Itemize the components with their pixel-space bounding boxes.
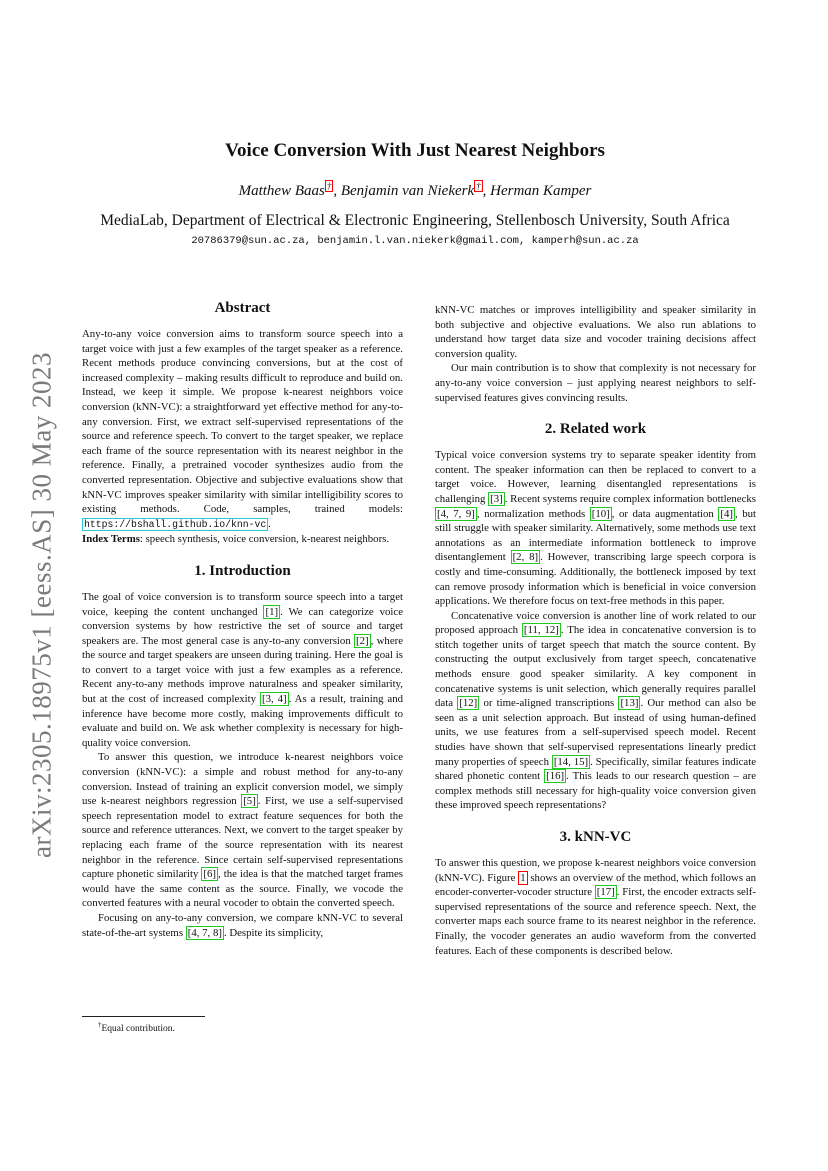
index-terms: : speech synthesis, voice conversion, k-nearest neighbors. xyxy=(139,533,390,546)
arxiv-sidebar xyxy=(22,345,62,865)
paper-header xyxy=(75,138,755,249)
related-work-heading: 2. Related work xyxy=(544,421,647,438)
citation-link[interactable]: [2] xyxy=(356,634,369,647)
related-paragraph-2: Concatenative voice conversion is another line of work related to our proposed approach [11, 12] . The idea in concatenative conversion is to stitch together units of target speech that match the source content. By constructing the output exclusively from target speech, concatenative methods ensure good speaker similarity. A key component in concatenative systems is unit selection, which generally requires parallel data [12] or time-aligned transcriptions [13] . Our method can also be seen as a unit selection approach. But instead of using human-defined units, we use features from a self-supervised speech model. Recent studies have shown that self-supervised representations linearly predict many properties of speech [14, 15] . Specifically, similar features indicate shared phonetic content [16] . This leads to our research question – are complex methods still necessary for high-quality voice conversion given these improved speech representations? xyxy=(435,609,757,812)
citation-link[interactable]: [4, 7, 8] xyxy=(187,926,222,939)
author-list: Matthew Baas † , Benjamin van Niekerk † , Herman Kamper xyxy=(238,181,592,199)
citation-link[interactable]: [13] xyxy=(620,697,639,710)
left-column xyxy=(82,298,403,940)
citation-link[interactable]: [3] xyxy=(490,492,503,505)
citation-link[interactable]: [5] xyxy=(243,795,256,808)
project-url-link[interactable]: https://bshall.github.io/knn-vc xyxy=(84,518,267,530)
citation-link[interactable]: [17] xyxy=(596,886,615,899)
author-van-niekerk: Benjamin van Niekerk xyxy=(340,183,475,199)
footnote-link-dagger[interactable]: † xyxy=(476,181,481,191)
citation-link[interactable]: [2, 8] xyxy=(512,551,539,564)
author-emails: 20786379@sun.ac.za, benjamin.l.van.niekerk@gmail.com, kamperh@sun.ac.za xyxy=(191,235,639,247)
footnote xyxy=(82,1016,403,1034)
citation-link[interactable]: [6] xyxy=(203,868,216,881)
citation-link[interactable]: [12] xyxy=(459,697,478,710)
author-baas: Matthew Baas xyxy=(238,183,325,199)
index-terms-label: Index Terms xyxy=(82,533,140,546)
knn-vc-paragraph-1: To answer this question, we propose k-nearest neighbors voice conversion (kNN-VC). Figure 1 shows an overview of the method, which follows an encoder-converter-vocoder structure [17] . First, the encoder extracts self-supervised representations of the source and reference speech. Next, the converter maps each source frame to its nearest neighbor in the reference. Finally, the vocoder generates an audio waveform from the converted features. Each of these components is described below. xyxy=(435,857,756,957)
introduction-heading: 1. Introduction xyxy=(194,562,291,579)
citation-link[interactable]: [10] xyxy=(591,507,610,520)
intro-paragraph-5: Our main contribution is to show that complexity is not necessary for any-to-any voice conversion – just applying nearest neighbors to self-supervised features gives convincing results. xyxy=(435,362,756,404)
footnote-mark: † xyxy=(98,1021,102,1029)
citation-link[interactable]: [4, 7, 9] xyxy=(437,507,475,520)
footnote-rule xyxy=(82,1016,205,1017)
related-paragraph-1: Typical voice conversion systems try to separate speaker identity from content. The speaker information can then be replaced to convert to a target voice. However, learning disentangled representations is challenging [3] . Recent systems require complex information bottlenecks [4, 7, 9] , normalization methods [10] , or data augmentation [4] , but still struggle with speaker similarity. Alternatively, some methods use text annotations as an intermediate information bottleneck to improve disentanglement [2, 8] . However, transcribing large speech corpora is costly and time-consuming. Additionally, the bottleneck imposed by text can remove prosody information which is beneficial in voice conversion applications. We therefore focus on text-free methods in this paper. xyxy=(435,449,756,608)
citation-link[interactable]: [11, 12] xyxy=(523,624,559,637)
citation-link[interactable]: [3, 4] xyxy=(262,693,287,706)
intro-paragraph-2: To answer this question, we introduce k-nearest neighbors voice conversion (kNN-VC): a simple and robust method for any-to-any conversion. Instead of training an explicit conversion model, we simply use k-nearest neighbors regression [5] . First, we use a self-supervised speech representation model to extract feature sequences for both the source and reference utterances. Next, we convert to the target speaker by replacing each frame of the source representation with its nearest neighbor in the reference. Since certain self-supervised representations capture phonetic similarity [6] , the idea is that the matched target frames would have the same content as the source. Finally, we vocode the converted features with a neural vocoder to obtain the converted speech. xyxy=(82,751,403,910)
footnote-link-dagger[interactable]: † xyxy=(326,181,332,191)
arxiv-identifier: arXiv:2305.18975v1 [eess.AS] 30 May 2023 xyxy=(26,352,57,858)
figure-link[interactable]: 1 xyxy=(520,871,526,884)
knn-vc-heading: 3. kNN-VC xyxy=(559,829,632,845)
citation-link[interactable]: [4] xyxy=(720,507,733,520)
intro-paragraph-4: kNN-VC matches or improves intelligibility and speaker similarity in both subjective and objective evaluations. We also run ablations to understand how target data size and vocoder training decisions affect conversion quality. xyxy=(435,304,756,360)
author-kamper: Herman Kamper xyxy=(490,183,592,199)
intro-paragraph-1: The goal of voice conversion is to transform source speech into a target voice, keeping the content unchanged [1] . We can categorize voice conversion systems by how restrictive the set of source and target speakers are. The most general case is any-to-any conversion [2] , where the source and target speakers are unseen during training. Here the goal is to convert to a target voice with just a few examples as a reference. Recent any-to-any methods improve naturalness and speaker similarity, but at the cost of increased complexity [3, 4] . As a result, training and inference have become more costly, making improvements difficult to evaluate and build on. We ask whether complexity is necessary for high-quality voice conversion. xyxy=(82,590,404,749)
abstract-text: Any-to-any voice conversion aims to transform source speech into a target voice with just a few examples of the target speaker as a reference. Recent methods produce convincing conversions, but at the cost of increased complexity – making results difficult to reproduce and build on. Instead, we keep it simple. We propose k-nearest neighbors voice conversion (kNN-VC): a straightforward yet effective method for any-to-any conversion. First, we extract self-supervised representations of the source and reference speech. To convert to the target speaker, we replace each frame of the source representation with its nearest neighbor in the reference. Finally, a pretrained vocoder synthesizes audio from the converted representation. Objective and subjective evaluations show that kNN-VC improves speaker similarity with similar intelligibility scores to existing methods. Code, samples, trained models: https://bshall.github.io/knn-vc . Index Terms: speech synthesis, voice conversion, k-nearest neighbors. xyxy=(82,328,403,546)
right-column xyxy=(435,303,756,958)
paper-title: Voice Conversion With Just Nearest Neighbors xyxy=(225,140,605,161)
citation-link[interactable]: [16] xyxy=(546,770,565,783)
abstract-heading: Abstract xyxy=(214,300,271,316)
citation-link[interactable]: [14, 15] xyxy=(553,755,589,768)
intro-paragraph-3: Focusing on any-to-any conversion, we compare kNN-VC to several state-of-the-art systems [4, 7, 8] . Despite its simplicity, xyxy=(82,911,403,939)
citation-link[interactable]: [1] xyxy=(265,605,279,618)
footnote-text: Equal contribution. xyxy=(101,1024,175,1035)
affiliation: MediaLab, Department of Electrical & Electronic Engineering, Stellenbosch University, South Africa xyxy=(100,212,730,229)
